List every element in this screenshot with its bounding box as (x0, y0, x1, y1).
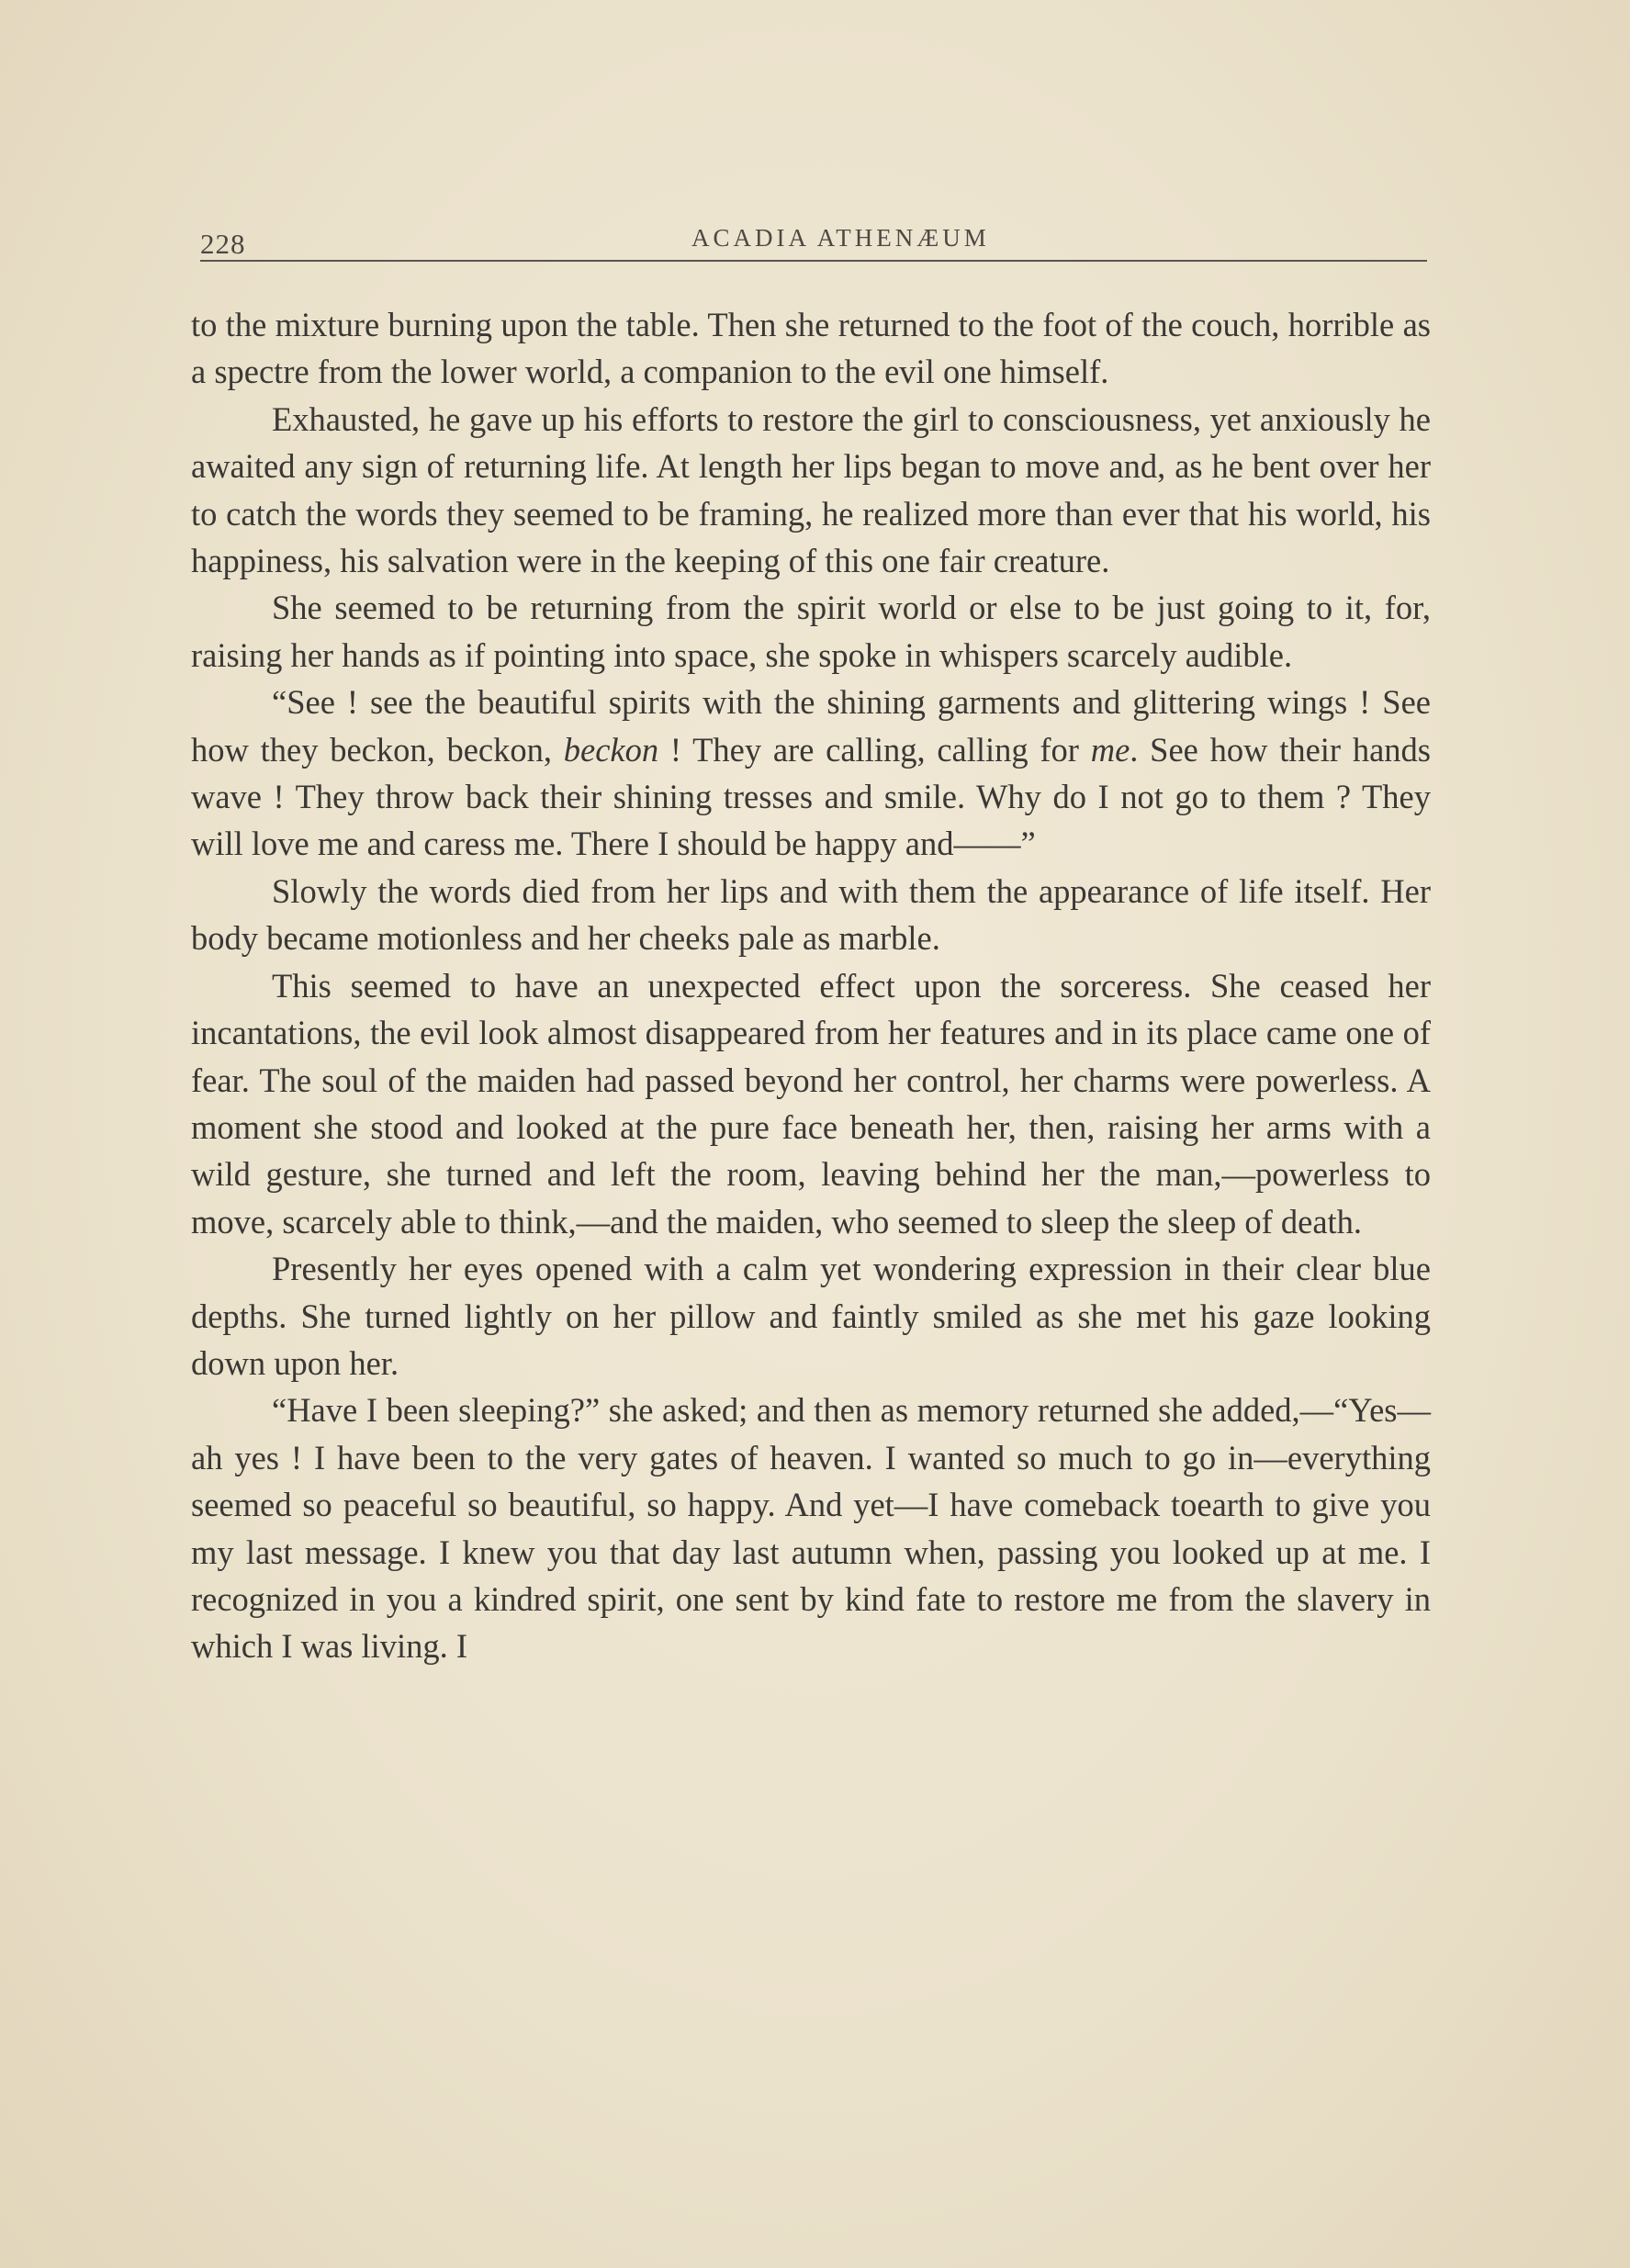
paragraph-text: Slowly the words died from her lips and with them the appearance of life itself. Her body became motionless and her cheeks pale as marble. (191, 871, 1431, 958)
page-header (200, 211, 1427, 266)
paragraph-text: ! They are calling, calling for (658, 730, 1091, 769)
paragraph (191, 584, 1431, 679)
paragraph-text: This seemed to have an unexpected effect upon the sorceress. She ceased her incantations, the evil look almost disappeared from her features and in its place came one of fear. The soul of the maiden had passed beyond her control, her charms were powerless. A moment she stood and looked at the pure face beneath her, then, raising her arms with a wild gesture, she turned and left the room, leaving behind her the man,—powerless to move, scarcely able to think,—and the maiden, who seemed to sleep the sleep of death. (191, 966, 1431, 1241)
page-number: 228 (200, 228, 246, 260)
paragraph-text: . See how their hands wave ! They throw back their shining tresses and smile. Why do I not go to them ? They will love me and caress me. There I should be happy and——” (191, 730, 1431, 863)
paragraph-text: “See ! see the beautiful spirits with the shining garments and glittering wings ! See how they beckon, beckon, (191, 683, 1431, 769)
italic-text: beckon (563, 730, 659, 769)
body-text (191, 301, 1431, 1670)
italic-text: me (1090, 730, 1130, 769)
paragraph (191, 301, 1431, 396)
paragraph (191, 679, 1431, 868)
running-head: ACADIA ATHENÆUM (691, 224, 990, 252)
paragraph (191, 1387, 1431, 1669)
paragraph (191, 1245, 1431, 1387)
paragraph-text: “Have I been sleeping?” she asked; and then as memory returned she added,—“Yes—ah yes ! I have been to the very gates of heaven. I wanted so much to go in—everything seemed so peaceful so beautiful, so happy. And yet—I have comeback toearth to give you my last message. I knew you that day last autumn when, passing you looked up at me. I recognized in you a kindred spirit, one sent by kind fate to restore me from the slavery in which I was living. I (191, 1391, 1431, 1666)
paragraph-text: Presently her eyes opened with a calm yet wondering expression in their clear blue depths. She turned lightly on her pillow and faintly smiled as she met his gaze looking down upon her. (191, 1250, 1431, 1382)
header-rule (200, 260, 1427, 262)
paragraph-text: to the mixture burning upon the table. Then she returned to the foot of the couch, horrible as a spectre from the lower world, a companion to the evil one himself. (191, 306, 1431, 391)
paragraph (191, 396, 1431, 585)
paragraph-text: She seemed to be returning from the spirit world or else to be just going to it, for, raising her hands as if pointing into space, she spoke in whispers scarcely audible. (191, 589, 1431, 674)
paragraph (191, 868, 1431, 962)
paragraph (191, 962, 1431, 1245)
paragraph-text: Exhausted, he gave up his efforts to restore the girl to consciousness, yet anxiously he awaited any sign of returning life. At length her lips began to move and, as he bent over her to catch the words they seemed to be framing, he realized more than ever that his world, his happiness, his salvation were in the keeping of this one fair creature. (191, 399, 1431, 580)
